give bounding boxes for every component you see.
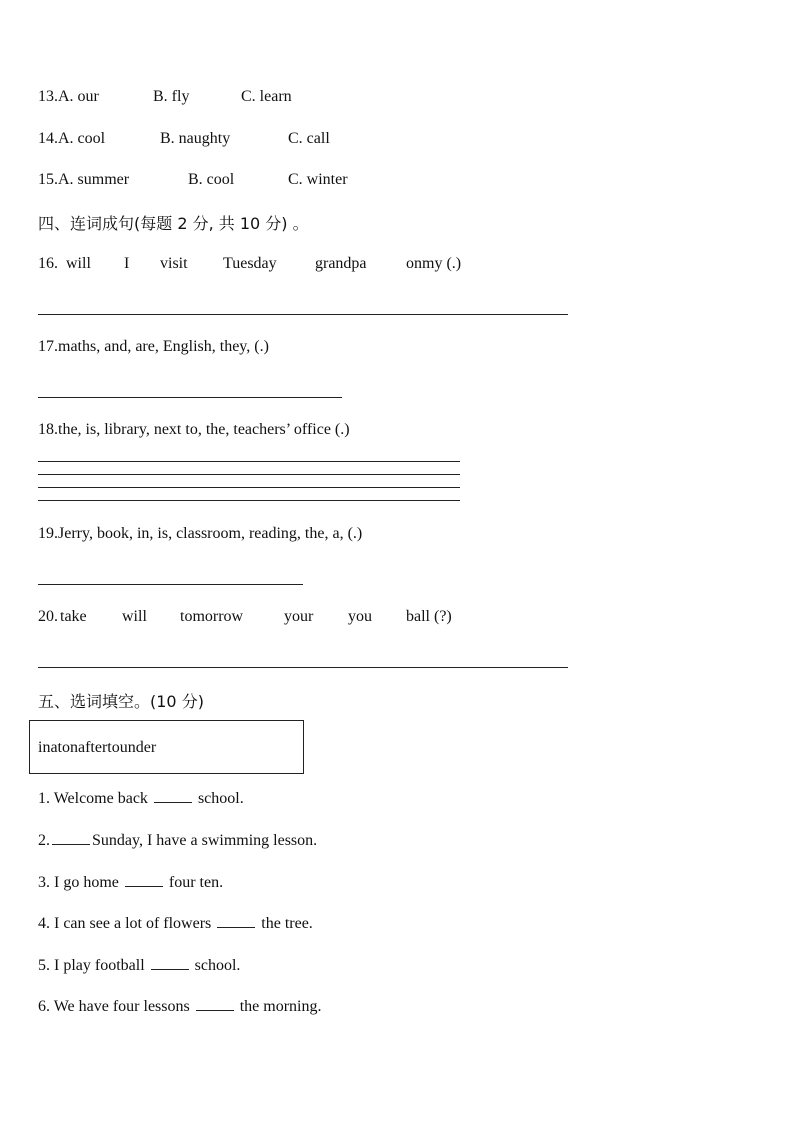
mc-option-c: C. learn <box>241 88 292 105</box>
q16-word: grandpa <box>315 255 367 272</box>
q16-word: Tuesday <box>223 255 277 272</box>
answer-blank[interactable] <box>52 828 90 845</box>
q19-answer-line[interactable] <box>38 584 303 585</box>
sentence-text: 3. I go home <box>38 874 119 891</box>
q17-prompt: 17.maths, and, are, English, they, (.) <box>38 338 269 355</box>
mc-option-a: A. our <box>58 88 99 105</box>
sentence-text: 4. I can see a lot of flowers <box>38 915 212 932</box>
sentence-text: the tree. <box>261 915 313 932</box>
mc-option-a: A. summer <box>58 171 130 188</box>
sentence-text: school. <box>197 790 244 807</box>
answer-blank[interactable] <box>196 994 234 1011</box>
fill-sentence-5 <box>38 953 240 975</box>
mc-row-14 <box>38 130 105 148</box>
sentence-text: 1. Welcome back <box>38 790 148 807</box>
mc-option-a: A. cool <box>58 130 106 147</box>
answer-blank[interactable] <box>125 870 163 887</box>
mc-option-c: C. call <box>288 130 330 147</box>
q20-word: you <box>348 608 372 625</box>
word-bank-text: inatonaftertounder <box>38 739 157 756</box>
mc-number: 13. <box>38 88 58 105</box>
q18-answer-line[interactable] <box>38 500 460 501</box>
sentence-text: Sunday, I have a swimming lesson. <box>92 832 318 849</box>
answer-blank[interactable] <box>151 953 189 970</box>
mc-row-15 <box>38 171 129 189</box>
q16-number: 16. <box>38 255 58 272</box>
sentence-text: 6. We have four lessons <box>38 998 190 1015</box>
answer-blank[interactable] <box>154 786 192 803</box>
q20-word: take <box>60 608 87 625</box>
q17-answer-line[interactable] <box>38 397 342 398</box>
q18-prompt: 18.the, is, library, next to, the, teachers’ office (.) <box>38 421 350 438</box>
sentence-text: 5. I play football <box>38 957 145 974</box>
mc-option-b: B. cool <box>188 171 235 188</box>
q20-answer-line[interactable] <box>38 667 568 668</box>
mc-option-b: B. naughty <box>160 130 231 147</box>
fill-sentence-6 <box>38 994 321 1016</box>
q20-word: tomorrow <box>180 608 244 625</box>
word-bank-box <box>29 720 304 774</box>
fill-sentence-4 <box>38 911 313 933</box>
q18-answer-line[interactable] <box>38 461 460 462</box>
q19-prompt: 19.Jerry, book, in, is, classroom, reading, the, a, (.) <box>38 525 363 542</box>
q20-word: your <box>284 608 314 625</box>
section-five-heading: 五、选词填空。(10 分) <box>38 692 204 711</box>
q20-word: ball (?) <box>406 608 452 625</box>
answer-blank[interactable] <box>217 911 255 928</box>
sentence-text: school. <box>194 957 241 974</box>
mc-row-13 <box>38 88 99 106</box>
fill-sentence-1 <box>38 786 244 808</box>
q20-number: 20. <box>38 608 58 625</box>
sentence-text: four ten. <box>168 874 224 891</box>
mc-option-c: C. winter <box>288 171 348 188</box>
fill-sentence-3 <box>38 870 223 892</box>
q16-word: visit <box>160 255 188 272</box>
q18-answer-line[interactable] <box>38 474 460 475</box>
q16-word: I <box>124 255 130 272</box>
q16-word: onmy (.) <box>406 255 462 272</box>
section-four-heading: 四、连词成句(每题 2 分, 共 10 分) 。 <box>38 214 309 233</box>
q18-answer-line[interactable] <box>38 487 460 488</box>
q16-answer-line[interactable] <box>38 314 568 315</box>
sentence-text: the morning. <box>239 998 322 1015</box>
mc-number: 14. <box>38 130 58 147</box>
sentence-text: 2. <box>38 832 50 849</box>
q16-word: will <box>66 255 91 272</box>
q20-word: will <box>122 608 147 625</box>
fill-sentence-2 <box>38 828 317 850</box>
mc-number: 15. <box>38 171 58 188</box>
mc-option-b: B. fly <box>153 88 190 105</box>
